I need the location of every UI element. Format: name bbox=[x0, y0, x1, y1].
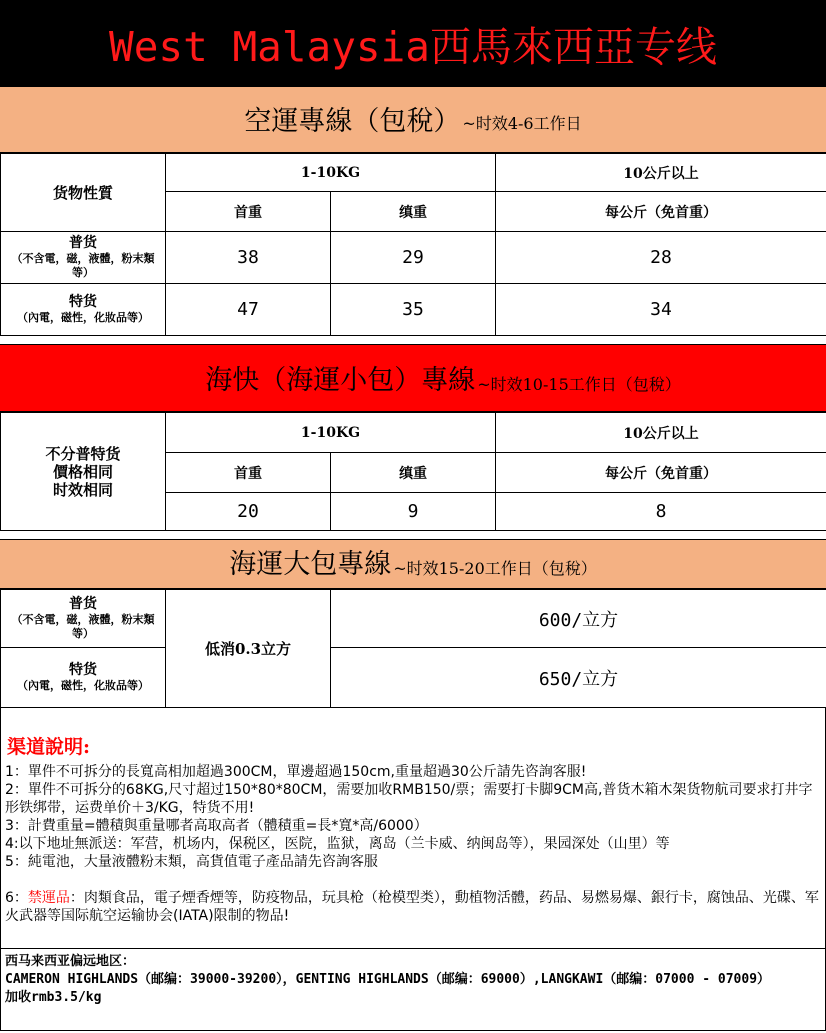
remote-surcharge: 加收rmb3.5/kg bbox=[5, 990, 102, 1005]
air-col-perkg: 每公斤（免首重） bbox=[496, 192, 826, 232]
air-col-group2: 10公斤以上 bbox=[496, 154, 826, 192]
sea-fast-section-header bbox=[0, 344, 826, 412]
sea-fast-row-label: 不分普特货 價格相同 时效相同 bbox=[1, 413, 166, 531]
sea-bulk-subtitle: ~时效15-20工作日（包稅） bbox=[393, 559, 597, 578]
air-row-label: 货物性質 bbox=[1, 154, 166, 232]
air-special-perkg: 34 bbox=[496, 284, 826, 336]
sea-fast-perkg: 8 bbox=[496, 493, 826, 531]
remote-title: 西马来西亚偏远地区： bbox=[5, 954, 136, 969]
sea-bulk-min-label: 低消0.3立方 bbox=[166, 590, 331, 708]
air-price-table bbox=[0, 153, 826, 336]
sea-fast-col-next: 缜重 bbox=[331, 453, 496, 493]
air-section-header bbox=[0, 86, 826, 153]
air-subtitle: ~时效4-6工作日 bbox=[462, 114, 582, 133]
remote-areas-list: CAMERON HIGHLANDS（邮编：39000-39200），GENTING HIGHLANDS（邮编：69000）,LANGKAWI（邮编：07000 - 07009） bbox=[5, 972, 771, 987]
air-general-perkg: 28 bbox=[496, 232, 826, 284]
table-row bbox=[1, 590, 826, 648]
air-col-first: 首重 bbox=[166, 192, 331, 232]
sea-fast-col-group2: 10公斤以上 bbox=[496, 413, 826, 453]
sea-bulk-special-price: 650/立方 bbox=[331, 648, 826, 708]
sea-fast-col-perkg: 每公斤（免首重） bbox=[496, 453, 826, 493]
note-item: 4:以下地址無派送：军营，机场内，保税区，医院，监狱，离岛（兰卡威、纳闽岛等），果园深处（山里）等 bbox=[5, 836, 670, 852]
air-special-next: 35 bbox=[331, 284, 496, 336]
air-cat-general: 普货 （不含電，磁，液體，粉末類等） bbox=[1, 232, 166, 284]
air-special-first: 47 bbox=[166, 284, 331, 336]
sea-bulk-general-price: 600/立方 bbox=[331, 590, 826, 648]
table-row bbox=[1, 232, 826, 284]
channel-notes bbox=[0, 708, 826, 949]
sea-fast-price-table bbox=[0, 412, 826, 531]
sea-bulk-heading: 海運大包專線 bbox=[229, 549, 392, 580]
sea-bulk-price-table bbox=[0, 589, 826, 708]
air-general-first: 38 bbox=[166, 232, 331, 284]
page-title: West Malaysia西馬來西亞专线 bbox=[109, 22, 717, 71]
remote-areas bbox=[0, 949, 826, 1031]
air-heading: 空運專線（包稅） bbox=[244, 106, 461, 137]
sea-fast-col-first: 首重 bbox=[166, 453, 331, 493]
sea-bulk-section-header bbox=[0, 539, 826, 589]
table-row bbox=[1, 284, 826, 336]
note-item: 3：計費重量=體積與重量哪者高取高者（體積重=長*寬*高/6000） bbox=[5, 818, 428, 834]
note-item: 2：單件不可拆分的68KG,尺寸超过150*80*80CM，需要加收RMB150/票；需要打卡脚9CM高,普货木箱木架货物航司要求打井字形铁绑带，运费单价＋3/KG，特货不用! bbox=[5, 782, 813, 816]
air-col-group1: 1-10KG bbox=[166, 154, 496, 192]
prohibited-label: 禁運品 bbox=[27, 890, 70, 906]
sea-fast-subtitle: ~时效10-15工作日（包稅） bbox=[477, 375, 681, 394]
title-bar bbox=[0, 0, 826, 86]
sea-bulk-cat-special: 特货 （內電，磁性，化妝品等） bbox=[1, 648, 166, 708]
table-row bbox=[1, 648, 826, 708]
notes-title: 渠道說明: bbox=[7, 736, 91, 758]
sea-fast-next: 9 bbox=[331, 493, 496, 531]
air-general-next: 29 bbox=[331, 232, 496, 284]
sea-fast-first: 20 bbox=[166, 493, 331, 531]
air-cat-special: 特货 （內電，磁性，化妝品等） bbox=[1, 284, 166, 336]
note-item: 5：純電池，大量液體粉末類，高貨值電子產品請先咨詢客服 bbox=[5, 854, 378, 870]
sea-bulk-cat-general: 普货 （不含電，磁，液體，粉末類等） bbox=[1, 590, 166, 648]
sea-fast-heading: 海快（海運小包）專線 bbox=[205, 365, 476, 396]
sea-fast-col-group1: 1-10KG bbox=[166, 413, 496, 453]
note-item-prohibited: 6：禁運品：肉類食品，電子煙香煙等，防疫物品，玩具枪（枪模型类），動植物活體，药品、易燃易爆、銀行卡，腐蚀品、光碟、军火武器等国际航空运输协会(IATA)限制的物品! bbox=[5, 890, 819, 924]
air-col-next: 缜重 bbox=[331, 192, 496, 232]
note-item: 1：單件不可拆分的長寬高相加超過300CM，單邊超過150cm,重量超過30公斤請先咨詢客服! bbox=[5, 764, 587, 780]
